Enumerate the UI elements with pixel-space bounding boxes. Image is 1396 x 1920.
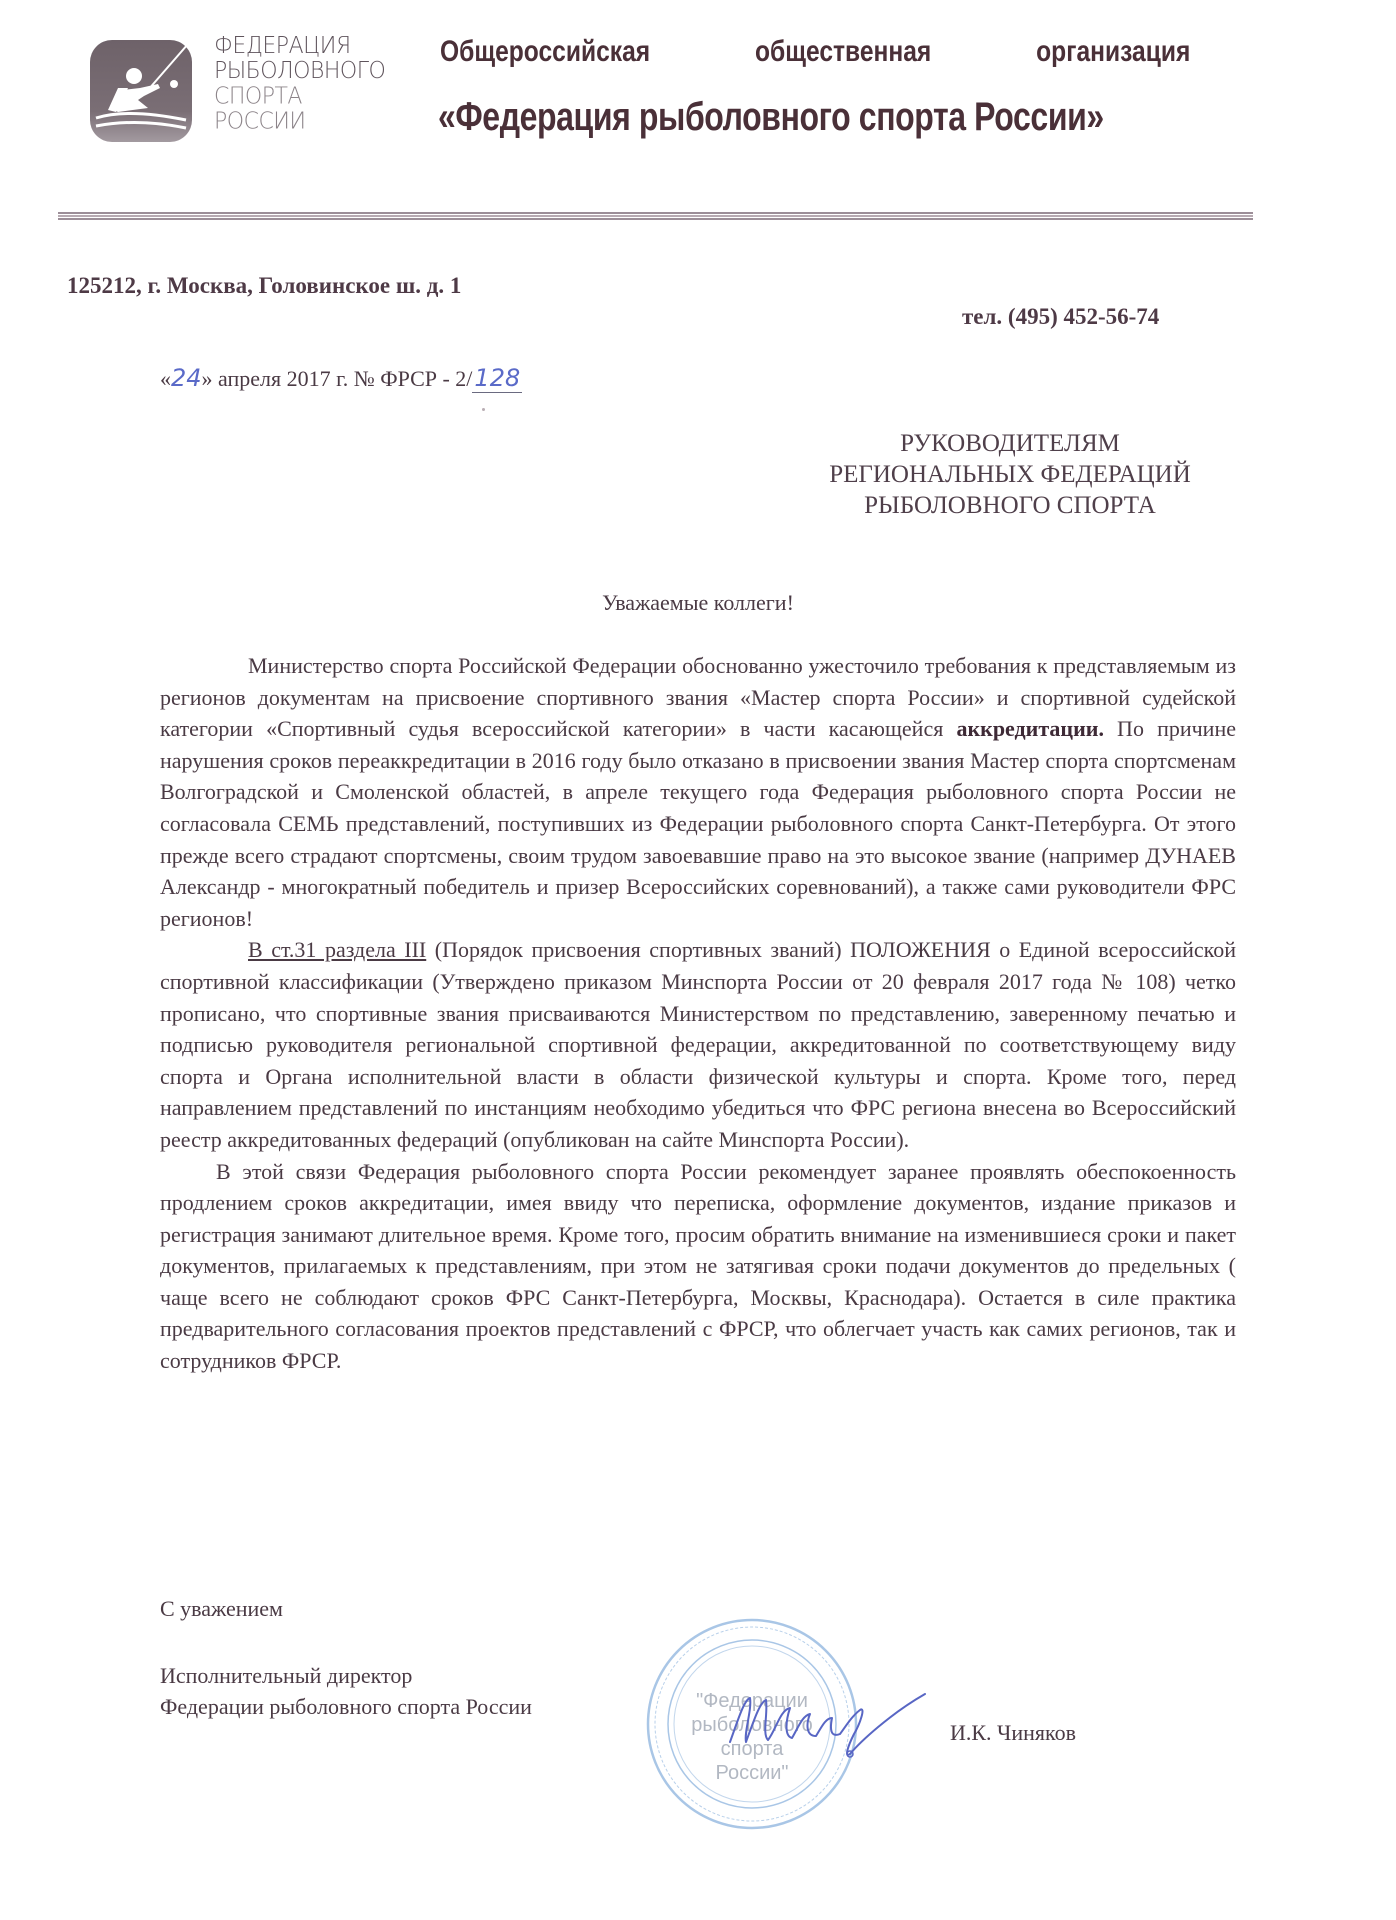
signer-title: [160, 1660, 532, 1722]
svg-text:России": России": [715, 1762, 789, 1784]
org-type-word: общественная: [754, 35, 932, 68]
scan-speck: [482, 408, 485, 411]
phone-number: тел. (495) 452-56-74: [962, 304, 1160, 329]
fisherman-pictogram-icon: [88, 38, 194, 144]
bold-accreditation: аккредитации.: [956, 716, 1104, 742]
paragraph-text: В этой связи Федерация рыболовного спорта России рекомендует заранее проявлять обеспокоенность продлением сроков аккредитации, имея ввиду что переписка, оформление документов, издание приказов и регистрация занимают длительное время. Кроме того, просим обратить внимание на изменившиеся сроки и пакет документов, прилагаемых к представлениям, при этом не затягивая сроки подачи документов до предельных ( чаще всего не соблюдают сроков ФРС Санкт-Петербурга, Москвы, Краснодара). Остается в силе практика предварительного согласования проектов представлений с ФРСР, что облегчает участь как самих регионов, так и сотрудников ФРСР.: [160, 1158, 1236, 1374]
org-type-heading: [440, 32, 1190, 72]
paragraph-text: Министерство спорта Российской Федерации обоснованно ужесточило требования к представляемым из регионов документам на присвоение спортивного звания «Мастер спорта России» и спортивной судейской категории «Спортивный судья всероссийской категории» в части касающейся: [160, 653, 1236, 742]
date-and-reference: [160, 364, 522, 392]
paragraph-2: [160, 934, 1236, 1155]
handwritten-ref-number: 128: [474, 364, 521, 392]
addressee-line: РУКОВОДИТЕЛЯМ: [900, 430, 1120, 457]
svg-text:спорта: спорта: [720, 1738, 784, 1760]
closing-phrase: С уважением: [160, 1596, 283, 1621]
addressee-block: [790, 428, 1230, 521]
signer-position: Исполнительный директор: [160, 1663, 413, 1688]
handwritten-signature: [720, 1680, 940, 1760]
org-name-heading: «Федерация рыболовного спорта России»: [438, 95, 1104, 139]
federation-logo: [88, 38, 194, 144]
svg-text:"Федерации: "Федерации: [696, 1690, 808, 1712]
svg-text:рыболовного: рыболовного: [691, 1714, 813, 1736]
letterhead-divider: [58, 212, 1253, 220]
logo-text-line: СПОРТА: [214, 83, 302, 110]
paragraph-text: (Порядок присвоения спортивных званий) ПОЛОЖЕНИЯ о Единой всероссийской спортивной классификации (Утверждено приказом Минспорта России от 20 февраля 2017 года № 108) четко прописано, что спортивные звания присваиваются Министерством по представлению, заверенному печатью и подписью руководителя региональной спортивной федерации, аккредитованной по соответствующему виду спорта и Органа исполнительной власти в области физической культуры и спорта. Кроме того, перед направлением представлений по инстанциям необходимо убедиться что ФРС региона внесена во Всероссийский реестр аккредитованных федераций (опубликован на сайте Минспорта России).: [160, 937, 1236, 1152]
logo-text-line: РОССИИ: [214, 108, 306, 135]
logo-text-line: РЫБОЛОВНОГО: [214, 58, 386, 85]
paragraph-3: [160, 1156, 1236, 1377]
letter-body: [160, 650, 1236, 1377]
underlined-article-ref: В ст.31 раздела III: [248, 937, 427, 963]
signature-scribble-icon: [720, 1680, 940, 1760]
handwritten-day: 24: [171, 364, 202, 392]
logo-text-line: ФЕДЕРАЦИЯ: [214, 32, 351, 60]
paragraph-text: По причине нарушения сроков переаккредитации в 2016 году было отказано в присвоении звания Мастер спорта спортсменам Волгоградской и Смоленской областей, в апреле текущего года Федерация рыболовного спорта России не согласовала СЕМЬ представлений, поступивших из Федерации рыболовного спорта Санкт-Петербурга. От этого прежде всего страдают спортсмены, своим трудом завоевавшие право на это высокое звание (например ДУНАЕВ Александр - многократный победитель и призер Всероссийских соревнований), а также сами руководители ФРС регионов!: [160, 716, 1236, 931]
logo-wordmark: [214, 34, 385, 135]
signer-organization: Федерации рыболовного спорта России: [160, 1694, 532, 1719]
paragraph-1: [160, 650, 1236, 934]
addressee-line: РЕГИОНАЛЬНЫХ ФЕДЕРАЦИЙ: [829, 461, 1191, 488]
org-type-word: Общероссийская: [440, 35, 651, 68]
addressee-line: РЫБОЛОВНОГО СПОРТА: [864, 492, 1156, 519]
org-type-word: организация: [1036, 35, 1191, 68]
salutation: Уважаемые коллеги!: [602, 590, 794, 615]
signer-name: И.К. Чиняков: [950, 1720, 1076, 1745]
quote-close: »: [201, 366, 213, 391]
month-year-ref: апреля 2017 г. № ФРСР - 2/: [212, 366, 473, 391]
postal-address: 125212, г. Москва, Головинское ш. д. 1: [67, 273, 462, 298]
quote-open: «: [160, 366, 171, 391]
